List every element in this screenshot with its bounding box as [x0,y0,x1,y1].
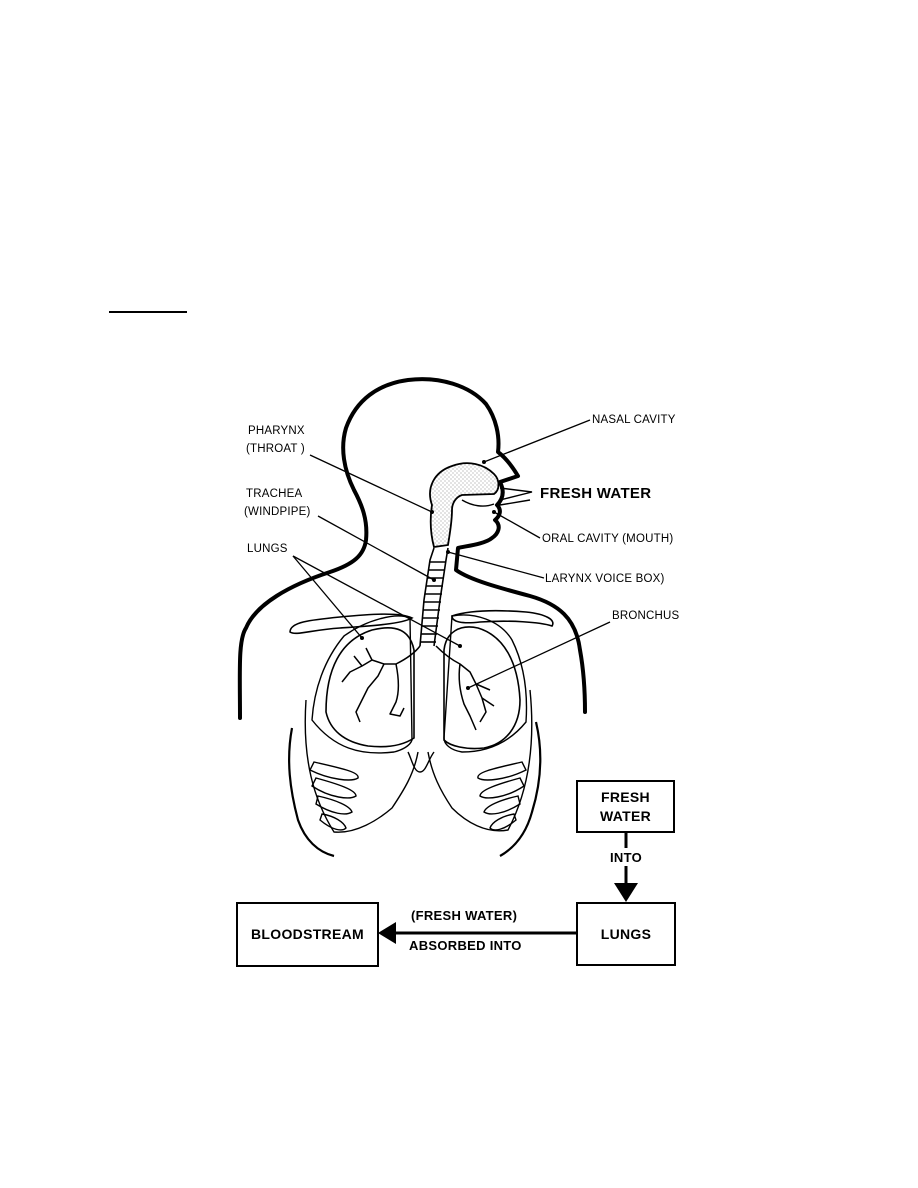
label-lungs: LUNGS [247,543,288,555]
left-lung [326,628,414,747]
arrow-top-text: (FRESH WATER) [411,908,518,923]
label-oral-cavity: ORAL CAVITY (MOUTH) [542,533,674,545]
into-label: INTO [610,850,643,865]
bronchial-tree [342,646,494,730]
bloodstream-box-label: BLOODSTREAM [251,926,364,942]
leader-lines [293,420,610,688]
label-nasal-cavity: NASAL CAVITY [592,414,676,426]
label-fresh-water: FRESH WATER [540,485,652,502]
lungs-box-label: LUNGS [600,925,652,942]
label-trachea-alt: (WINDPIPE) [244,506,311,518]
right-lung [444,627,520,749]
bloodstream-box [236,902,379,967]
fresh-water-pointer [500,488,532,505]
into-arrow-head [614,883,638,902]
label-pharynx: PHARYNX [248,425,305,437]
fresh-water-box [576,780,675,833]
fresh-water-box-label: FRESH WATER [599,788,651,824]
left-clavicle [290,614,412,633]
lungs-box [576,902,676,966]
right-clavicle [452,611,553,626]
torso-left [289,728,334,856]
lower-ribs-right [478,762,526,830]
label-bronchus: BRONCHUS [612,610,680,622]
label-trachea: TRACHEA [246,488,303,500]
absorbed-arrow-head [378,922,396,944]
arrow-bottom-text: ABSORBED INTO [409,938,522,953]
label-pharynx-alt: (THROAT ) [246,443,305,455]
label-larynx: LARYNX VOICE BOX) [545,573,665,585]
